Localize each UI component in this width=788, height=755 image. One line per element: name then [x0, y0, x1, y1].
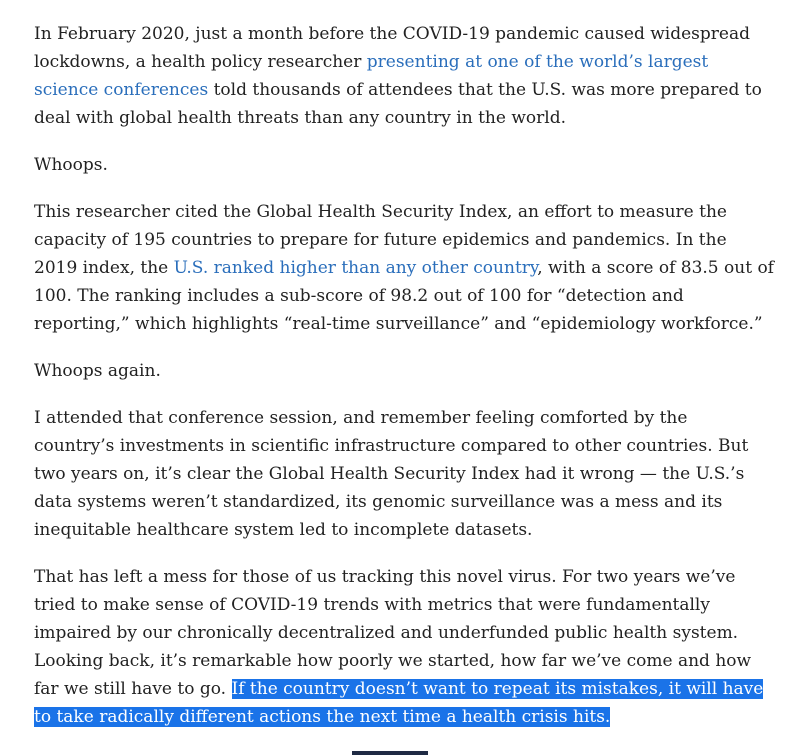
floating-toolbar-edge — [352, 751, 428, 755]
text-line: I attended that conference session, and remember feeling comforted by the — [34, 408, 688, 428]
paragraph-whoops — [34, 151, 754, 179]
text-line: 2019 index, the — [34, 258, 174, 278]
text-line: capacity of 195 countries to prepare for future epidemics and pandemics. In the — [34, 230, 727, 250]
text-line: two years on, it’s clear the Global Health Security Index had it wrong — the U.S.’s — [34, 464, 745, 484]
text-line: That has left a mess for those of us tracking this novel virus. For two years we’ve — [34, 567, 736, 587]
us-ranking-link[interactable]: U.S. ranked higher than any other country — [173, 258, 538, 278]
text-line: 100. The ranking includes a sub-score of 98.2 out of 100 for “detection and — [34, 286, 684, 306]
text-line: Whoops. — [34, 155, 108, 175]
text-line: country’s investments in scientific infrastructure compared to other countries. But — [34, 436, 749, 456]
paragraph-conference — [34, 404, 754, 544]
paragraph-index — [34, 198, 774, 338]
paragraph-whoops-again — [34, 357, 754, 385]
text-line: This researcher cited the Global Health Security Index, an effort to measure the — [34, 202, 727, 222]
text-line: Whoops again. — [34, 361, 161, 381]
text-line: reporting,” which highlights “real-time surveillance” and “epidemiology workforce.” — [34, 314, 763, 334]
text-line: far we still have to go. — [34, 679, 232, 699]
text-line: , with a score of 83.5 out of — [537, 258, 774, 278]
text-line: tried to make sense of COVID-19 trends with metrics that were fundamentally — [34, 595, 710, 615]
text-line: In February 2020, just a month before the COVID-19 pandemic caused widespread — [34, 24, 750, 44]
text-line: inequitable healthcare system led to incomplete datasets. — [34, 520, 533, 540]
text-line: impaired by our chronically decentralized and underfunded public health system. — [34, 623, 739, 643]
text-line: Looking back, it’s remarkable how poorly we started, how far we’ve come and how — [34, 651, 752, 671]
conference-link[interactable]: presenting at one of the world’s largest — [366, 52, 709, 72]
text-line: told thousands of attendees that the U.S. was more prepared to — [208, 80, 762, 100]
selected-text[interactable]: If the country doesn’t want to repeat its mistakes, it will have — [231, 679, 764, 699]
text-line: data systems weren’t standardized, its genomic surveillance was a mess and its — [34, 492, 723, 512]
paragraph-intro — [34, 20, 762, 132]
selected-text-continued[interactable]: to take radically different actions the next time a health crisis hits. — [34, 707, 611, 727]
article-body — [34, 20, 774, 750]
conference-link-continued[interactable]: science conferences — [34, 80, 209, 100]
paragraph-mess — [34, 563, 764, 731]
text-line: deal with global health threats than any country in the world. — [34, 108, 566, 128]
text-line: lockdowns, a health policy researcher — [34, 52, 367, 72]
